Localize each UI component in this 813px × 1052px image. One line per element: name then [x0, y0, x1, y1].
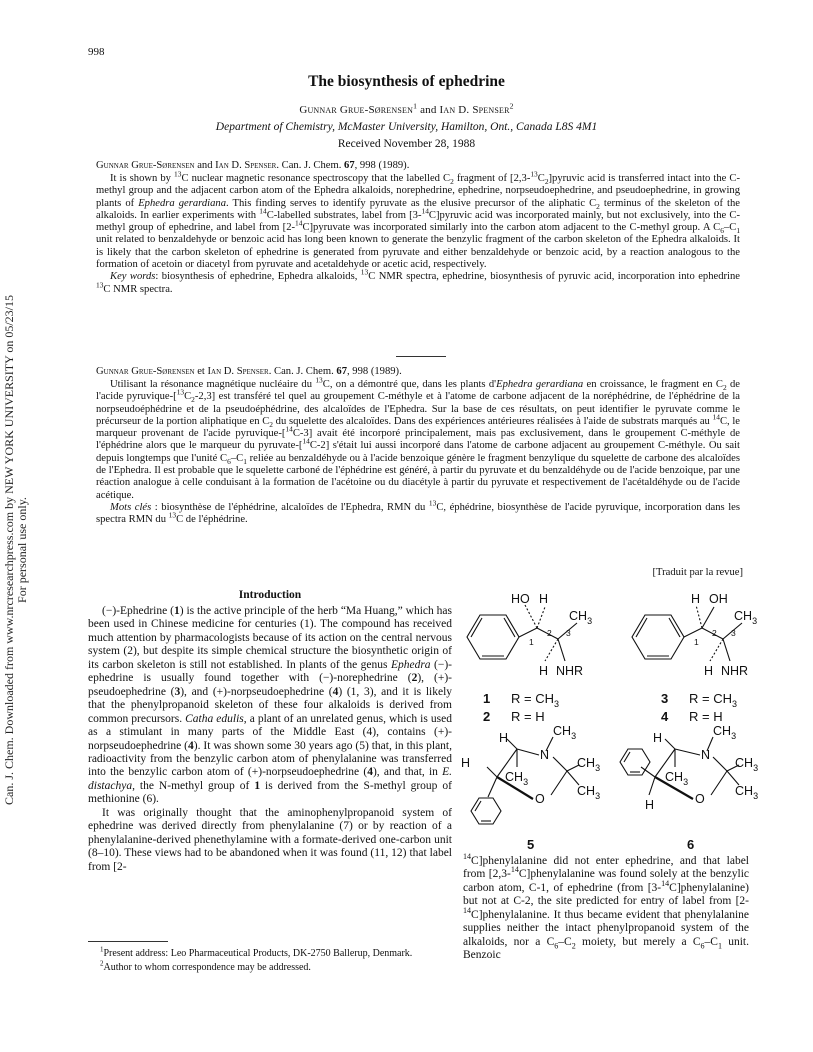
structure-ephedrine-norephedrine: [467, 605, 577, 661]
abstract-keywords-fr: Mots clés : biosynthèse de l'éphédrine, alcaloïdes de l'Ephedra, RMN du $^{13}$C, éphédrine, biosynthèse de l'acide pyruvique, incorporation dans les spectra RMN du $^{13}$C de l'éphédrine.: [96, 498, 740, 526]
abstract-citation-fr: [96, 365, 740, 378]
abstract-body: It is shown by $^{13}$C nuclear magnetic resonance spectroscopy that the labelled $C_2$ fragment of $[2,3-^{13}C_2]pyruvic$ acid is transferred intact into the C-methyl group and the adjacent carbon atom of the Ephedra alkaloids, norephedrine, ephedrine, norpseudoephedrine, and pseudoephedrine, in growing plants of Ephedra gerardiana. This finding serves to identify pyruvate as the elusive precursor of the aliphatic $C_2$ terminus of the skeleton of the alkaloids. In earlier experiments with $^{14}$C-labelled substrates, label from [3-$^{14}$C]pyruvic acid was incorporated mainly, but not exclusively, into the C-methyl group of ephedrine, and label from [2-$^{14}$C]pyruvate was incorporated similarly into the carbon atom adjacent to the C-methyl group. A $C_6-C_1$ unit related to benzaldehyde or benzoic acid has long been known to generate the benzylic fragment of the carbon skeleton of the Ephedra alkaloids. It is likely that the carbon skeleton of ephedrine is generated from pyruvate and either benzaldehyde or benzoic acid, by a reaction analogous to the formation of acetoin or diacetyl from pyruvate and acetaldehyde or acetic acid, respectively.: [96, 169, 741, 271]
compound-4-substituent: R = H: [689, 709, 723, 724]
download-notice-line-1: Can. J. Chem. Downloaded from www.nrcresearchpress.com by NEW YORK UNIVERSITY on 05/23/15: [2, 294, 16, 806]
label-oh: OH: [709, 592, 728, 606]
atom-number-1: 1: [694, 637, 699, 647]
download-notice-text: [3, 295, 29, 805]
author-conjunction: and: [417, 104, 440, 116]
label-ch3-bottom: $CH_3$: [577, 784, 601, 801]
label-ch3: $CH_3$: [734, 609, 758, 626]
label-nhr: NHR: [556, 664, 584, 678]
intro-paragraph-2: It was originally thought that the aminophenylpropanoid system of ephedrine was derived directly from phenylalanine (7) or by reaction of a phenylalanine-derived phenethylamine with a formate-derived one-carbon unit (8–10). These views had to be abandoned when it was found (11, 12) that label from [2-: [88, 806, 452, 873]
citation-conjunction: and: [194, 160, 216, 171]
citation-conjunction: et: [194, 366, 208, 377]
label-ch3-right: $CH_3$: [735, 756, 759, 773]
label-h: H: [499, 731, 509, 745]
label-h: H: [539, 592, 549, 606]
label-h-2: H: [645, 798, 655, 812]
label-ch3-right: $CH_3$: [577, 756, 601, 773]
citation-page: , 998 (1989).: [354, 160, 410, 171]
right-column-paragraph: $^{14}$C]phenylalanine did not enter ephedrine, and that label from [2,3-$^{14}$C]phenylalanine was found solely at the benzylic carbon atom, C-1, of ephedrine (from [3-$^{14}$C]phenylalanine) but not at C-2, the site predicted for entry of label from [2-$^{14}$C]phenylalanine. It thus became evident that phenylalanine supplies neither the intact phenylpropanoid system of the alkaloids, nor a $C_6-C_2$ moiety, but merely a $C_6-C_1$ unit. Benzoic: [463, 852, 750, 962]
structure-6-oxazolidine: [620, 737, 739, 799]
label-h-bottom: H: [539, 664, 549, 678]
right-column-body: [463, 852, 750, 963]
citation-journal: . Can. J. Chem.: [276, 160, 345, 171]
author-1-footnote-mark: 1: [413, 101, 418, 111]
footnotes: [88, 945, 452, 976]
author-2: Ian D. Spenser: [439, 104, 510, 116]
compound-3-substituent: $R = CH_3$: [689, 691, 737, 709]
author-line: [0, 101, 813, 116]
author-2-footnote-mark: 2: [509, 101, 514, 111]
benzene-ring: [632, 615, 684, 659]
introduction-body: [88, 605, 452, 874]
translation-note: [Traduit par la revue]: [652, 567, 743, 578]
compound-2-substituent: R = H: [511, 709, 545, 724]
label-o: O: [535, 792, 545, 806]
label-n: N: [540, 748, 550, 762]
label-n: N: [701, 748, 711, 762]
citation-journal: . Can. J. Chem.: [268, 366, 337, 377]
structure-pseudoephedrine: [632, 605, 742, 661]
footnote-2: $^2$Author to whom correspondence may be addressed.: [100, 959, 311, 973]
compound-1-substituent: $R = CH_3$: [511, 691, 559, 709]
footnote-1: $^1$Present address: Leo Pharmaceutical Products, DK-2750 Ballerup, Denmark.: [100, 945, 413, 959]
label-h-bottom: H: [704, 664, 714, 678]
abstract-french: [96, 365, 740, 527]
affiliation: Department of Chemistry, McMaster University, Hamilton, Ont., Canada L8S 4M1: [215, 121, 598, 133]
label-ho: HO: [511, 592, 530, 606]
label-ch3: $CH_3$: [569, 609, 593, 626]
compound-number-5: 5: [527, 837, 535, 852]
citation-volume: 67: [344, 160, 355, 171]
benzene-ring: [467, 615, 519, 659]
footnote-divider: [88, 941, 168, 942]
compound-number-4: 4: [661, 709, 669, 724]
page-number: 998: [88, 46, 105, 58]
compound-number-1: 1: [483, 691, 491, 706]
atom-number-2: 2: [547, 628, 552, 638]
label-ch3-mid: $CH_3$: [505, 770, 529, 787]
citation-author-2: Ian D. Spenser: [207, 366, 269, 377]
download-notice: [2, 294, 29, 806]
label-n-methyl: $CH_3$: [553, 724, 577, 741]
label-h: H: [653, 731, 663, 745]
chemical-structures-figure: [455, 587, 759, 852]
atom-number-1: 1: [529, 637, 534, 647]
label-ch3-bottom: $CH_3$: [735, 784, 759, 801]
abstract-keywords: Key words: biosynthesis of ephedrine, Ephedra alkaloids, $^{13}$C NMR spectra, ephedrine, biosynthesis of pyruvic acid, incorporation into ephedrine $^{13}$C NMR spectra.: [96, 267, 740, 295]
citation-volume: 67: [336, 366, 347, 377]
received-date: Received November 28, 1988: [337, 138, 476, 150]
citation-page: , 998 (1989).: [346, 366, 402, 377]
label-h-2: H: [461, 756, 471, 770]
compound-number-2: 2: [483, 709, 491, 724]
label-o: O: [695, 792, 705, 806]
atom-number-3: 3: [566, 628, 571, 638]
section-heading-introduction: Introduction: [238, 589, 302, 601]
article-title: The biosynthesis of ephedrine: [308, 73, 505, 90]
label-nhr: NHR: [721, 664, 749, 678]
compound-number-6: 6: [687, 837, 695, 852]
abstract-body-fr: Utilisant la résonance magnétique nucléaire du $^{13}$C, on a démontré que, dans les plants d'Ephedra gerardiana en croissance, le fragment en $C_2$ de l'acide pyruvique-$[^{13}C_2-2,3]$ est transféré tel quel au groupement C-méthyle et à l'atome de carbone adjacent de la noréphédrine, de l'éphédrine de la norpseudoéphédrine et de la pseudoéphédrine, des alcaloïdes de l'Ephedra. Sur la base de ces résultats, on peut identifier le pyruvate comme le précurseur de la portion aliphatique en $C_2$ du squelette des alcaloïdes. Dans des expériences antérieures réalisées à l'aide de substrats marqués au $^{14}$C, le marqueur provenant de l'acide pyruvique-[$^{14}$C-3] avait été incorporé principalement, mais pas exclusivement, dans le groupement C-méthyle de l'éphédrine alors que le marqueur du pyruvate-[$^{14}$C-2] s'était lui aussi incorporé dans l'atome de carbone adjacent au groupement C-méthyle. Ou sait depuis longtemps que l'unité $C_6-C_1$ reliée au benzaldéhyde ou à l'acide benzoique génère le fragment benzylique du squelette de carbone des alcaloïdes de l'Ephedra. Il est probable que le squelette carboné de l'éphédrine est généré, à partir du pyruvate et du benzaldéhyde ou de l'acide benzoique, par une réaction analogue à celle conduisant à la formation de l'acétoine ou du diacétyle à partir du pyruvate et respectivement de l'acétaldéhyde ou de l'acide acétique.: [96, 375, 741, 501]
abstract-divider: [396, 356, 446, 357]
abstract-citation: [96, 159, 740, 172]
abstract-english: [96, 159, 740, 296]
citation-author-1: Gunnar Grue-Sørensen: [96, 160, 195, 171]
label-n-methyl: $CH_3$: [713, 724, 737, 741]
label-ch3-mid: $CH_3$: [665, 770, 689, 787]
citation-author-2: Ian D. Spenser: [215, 160, 277, 171]
citation-author-1: Gunnar Grue-Sørensen: [96, 366, 195, 377]
atom-number-3: 3: [731, 628, 736, 638]
intro-paragraph-1: (−)-Ephedrine (1) is the active principle of the herb “Ma Huang,” which has been used in Chinese medicine for centuries (1). The compound has received much attention by pharmacologists because of its action on the central nervous system (2), but despite its simple chemical structure the biosynthetic origin of its carbon skeleton is still not established. In plants of the genus Ephedra (−)-ephedrine is usually found together with (−)-norephedrine (2), (+)-pseudoephedrine (3), and (+)-norpseudoephedrine (4) (1, 3), and it is likely that the phenylpropanoid skeleton of these four alkaloids is derived from common precursors. Catha edulis, a plant of an unrelated genus, which is used as a stimulant in many parts of the Middle East (4), contains (+)-norpseudoephedrine (4). It was shown some 30 years ago (5) that, in this plant, radioactivity from the benzylic carbon atom of phenylalanine was transferred into the benzylic carbon atom of (+)-norpseudoephedrine (4), and that, in E. distachya, the N-methyl group of 1 is derived from the S-methyl group of methionine (6).: [88, 605, 453, 806]
download-notice-line-2: For personal use only.: [15, 497, 29, 603]
atom-number-2: 2: [712, 628, 717, 638]
label-h: H: [691, 592, 701, 606]
author-1: Gunnar Grue-Sørensen: [299, 104, 414, 116]
compound-number-3: 3: [661, 691, 669, 706]
